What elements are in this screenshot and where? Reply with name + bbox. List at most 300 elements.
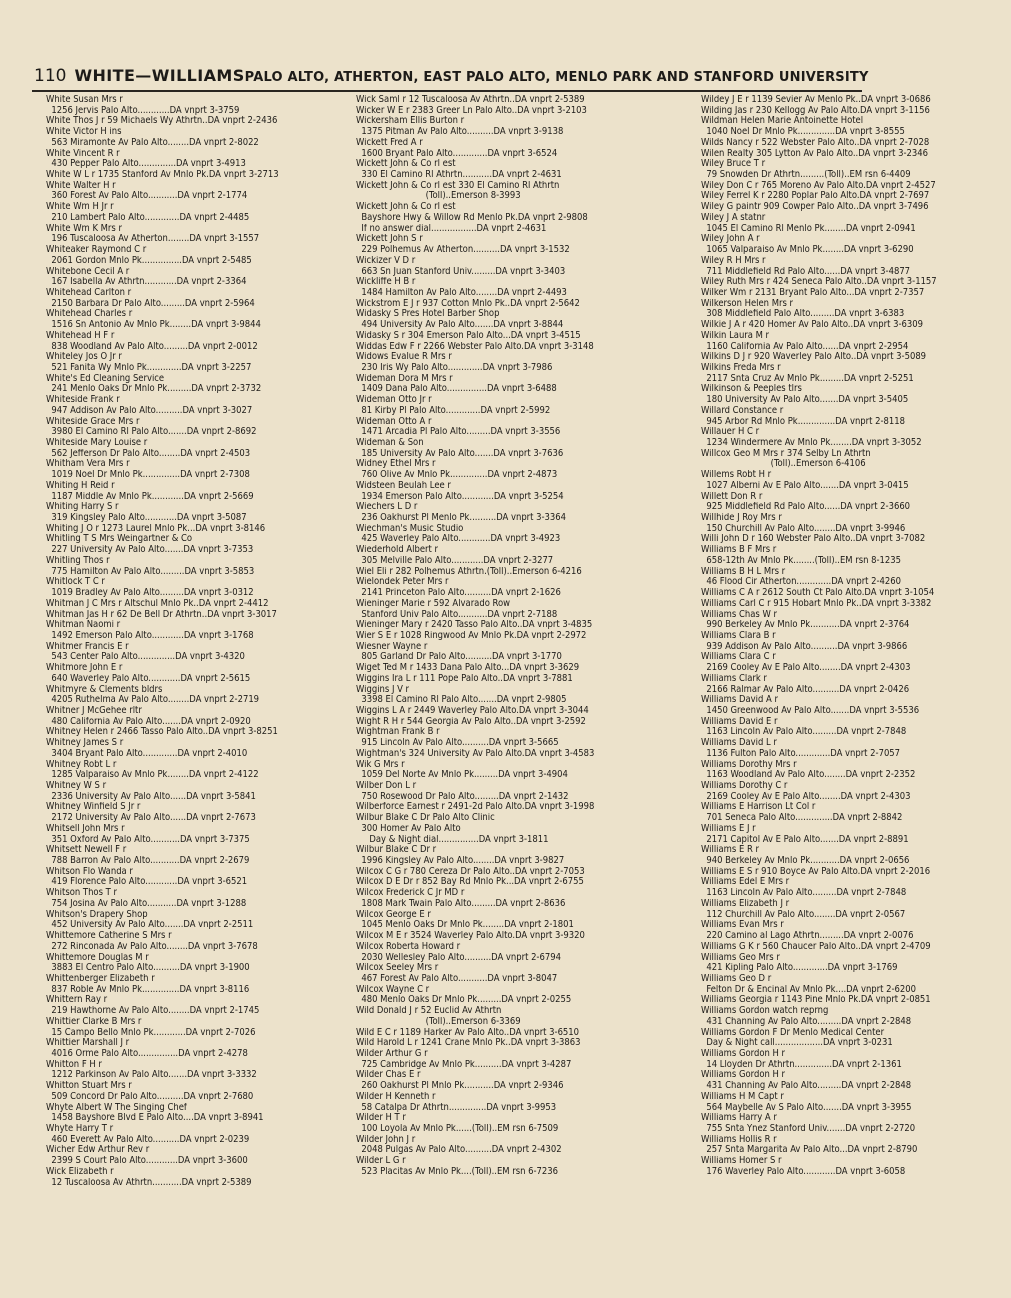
listing-line: Wik G Mrs r	[356, 759, 405, 770]
listing-line: Wilcox C G r 780 Cereza Dr Palo Alto..DA vnprt 2-7053	[356, 866, 585, 877]
listing-line: Whitson Thos T r	[46, 888, 117, 899]
listing-line: Wickett Fred A r	[356, 137, 423, 148]
listing-line: Widows Evalue R Mrs r	[356, 352, 452, 363]
listing-line: 925 Middlefield Rd Palo Alto......DA vnprt 2-3660	[701, 502, 911, 513]
listing-line: Wiley Bruce T r	[701, 159, 766, 170]
listing-line: Whitson's Drapery Shop	[46, 909, 148, 920]
listing-line: 1375 Pitman Av Palo Alto..........DA vnprt 3-9138	[356, 127, 564, 138]
listing-line: 1600 Bryant Palo Alto.............DA vnprt 3-6524	[356, 148, 558, 159]
listing-line: 4205 Ruthelma Av Palo Alto........DA vnprt 2-2719	[46, 695, 260, 706]
listing-line: Whiting Harry S r	[46, 502, 119, 513]
listing-line: 2048 Pulgas Av Palo Alto..........DA vnprt 2-4302	[356, 1145, 562, 1156]
listing-line: 2150 Barbara Dr Palo Alto.........DA vnprt 2-5964	[46, 298, 255, 309]
listing-line: Widdas Edw F r 2266 Webster Palo Alto.DA vnprt 3-3148	[356, 341, 594, 352]
listing-line: 3883 El Centro Palo Alto..........DA vnprt 3-1900	[46, 963, 250, 974]
listing-line: 509 Concord Dr Palo Alto..........DA vnprt 2-7680	[46, 1091, 254, 1102]
listing-line: Whitney Helen r 2466 Tasso Palo Alto..DA vnprt 3-8251	[46, 727, 278, 738]
listing-line: 1187 Middle Av Mnlo Pk............DA vnprt 2-5669	[46, 491, 254, 502]
listing-line: Whitsett Newell F r	[46, 845, 127, 856]
listing-line: Williams David E r	[701, 716, 778, 727]
listing-line: Williams Clara B r	[701, 630, 776, 641]
listing-line: 300 Homer Av Palo Alto	[356, 823, 461, 834]
listing-line: Williams Clark r	[701, 673, 767, 684]
listing-line: Wiley R H Mrs r	[701, 255, 766, 266]
listing-line: Whitner J McGehee rltr	[46, 705, 142, 716]
listing-line: 167 Isabella Av Athrtn............DA vnprt 2-3364	[46, 277, 247, 288]
listing-line: Wicher Edw Arthur Rev r	[46, 1145, 150, 1156]
listing-line: 1027 Alberni Av E Palo Alto.......DA vnprt 3-0415	[701, 480, 909, 491]
listing-line: 3404 Bryant Palo Alto.............DA vnprt 2-4010	[46, 748, 248, 759]
listing-line: Williams Elizabeth J r	[701, 898, 790, 909]
listing-line: Wilder H T r	[356, 1113, 406, 1124]
listing-line: Wieninger Mary r 2420 Tasso Palo Alto..DA vnprt 3-4835	[356, 620, 593, 631]
listing-line: 563 Miramonte Av Palo Alto........DA vnprt 2-8022	[46, 137, 259, 148]
listing-line: 1256 Jervis Palo Alto............DA vnprt 3-3759	[46, 105, 240, 116]
page-header	[34, 66, 869, 90]
listing-line: 725 Cambridge Av Mnlo Pk..........DA vnprt 3-4287	[356, 1059, 572, 1070]
listing-line: 12 Tuscaloosa Av Athrtn...........DA vnprt 2-5389	[46, 1177, 252, 1188]
listing-line: 1458 Bayshore Blvd E Palo Alto....DA vnprt 3-8941	[46, 1113, 264, 1124]
listing-line: White Victor H ins	[46, 127, 122, 138]
listing-line: 260 Oakhurst Pl Mnlo Pk...........DA vnprt 2-9346	[356, 1081, 564, 1092]
listing-line: Whiteaker Raymond C r	[46, 245, 147, 256]
listing-line: Willi John D r 160 Webster Palo Alto..DA vnprt 3-7082	[701, 534, 926, 545]
listing-line: Wiggins L A r 2449 Waverley Palo Alto.DA vnprt 3-3044	[356, 705, 589, 716]
listing-line: Wildman Helen Marie Antoinette Hotel	[701, 116, 864, 127]
listing-line: Whitehead Charles r	[46, 309, 133, 320]
listing-line: Whiteside Grace Mrs r	[46, 416, 140, 427]
listing-line: 58 Catalpa Dr Athrtn..............DA vnprt 3-9953	[356, 1102, 557, 1113]
listing-columns	[46, 95, 1006, 1285]
listing-line: 425 Waverley Palo Alto............DA vnprt 3-4923	[356, 534, 561, 545]
listing-line: 775 Hamilton Av Palo Alto.........DA vnprt 3-5853	[46, 566, 255, 577]
listing-line: Williams Georgia r 1143 Pine Mnlo Pk.DA vnprt 2-0851	[701, 995, 931, 1006]
listing-line: White Thos J r 59 Michaels Wy Athrtn..DA vnprt 2-2436	[46, 116, 278, 127]
listing-line: Bayshore Hwy & Willow Rd Menlo Pk.DA vnprt 2-9808	[356, 212, 588, 223]
listing-line: 1492 Emerson Palo Alto............DA vnprt 3-1768	[46, 630, 254, 641]
listing-line: Wiesner Wayne r	[356, 641, 428, 652]
listing-line: 2171 Capitol Av E Palo Alto.......DA vnprt 2-8891	[701, 834, 909, 845]
listing-line: 1285 Valparaiso Av Mnlo Pk........DA vnprt 2-4122	[46, 770, 259, 781]
listing-line: Wickett John & Co rl est	[356, 202, 456, 213]
listing-line: 230 Iris Wy Palo Alto.............DA vnprt 3-7986	[356, 362, 553, 373]
listing-line: 947 Addison Av Palo Alto..........DA vnprt 3-3027	[46, 405, 253, 416]
listing-line: Williams Dorothy C r	[701, 781, 788, 791]
listing-line: 308 Middlefield Palo Alto.........DA vnprt 3-6383	[701, 309, 905, 320]
listing-line: Williams Homer S r	[701, 1156, 782, 1167]
listing-line: Whyte Albert W The Singing Chef	[46, 1102, 187, 1113]
listing-line: Wicker W E r 2383 Greer Ln Palo Alto..DA vnprt 3-2103	[356, 105, 587, 116]
listing-line: 257 Snta Margarita Av Palo Alto...DA vnprt 2-8790	[701, 1145, 918, 1156]
listing-line: Williams Gordon watch reprng	[701, 1006, 829, 1017]
listing-line: Widasky S r 304 Emerson Palo Alto...DA vnprt 3-4515	[356, 330, 581, 341]
listing-line: 330 El Camino Rl Athrtn...........DA vnprt 2-4631	[356, 170, 562, 181]
listing-line: 210 Lambert Palo Alto.............DA vnprt 2-4485	[46, 212, 250, 223]
listing-line: Whitmyre & Clements bldrs	[46, 684, 163, 695]
listing-line: Wideman & Son	[356, 438, 424, 448]
listing-line: 419 Florence Palo Alto............DA vnprt 3-6521	[46, 877, 248, 888]
listing-line: 750 Rosewood Dr Palo Alto.........DA vnprt 2-1432	[356, 791, 569, 802]
listing-line: 2166 Ralmar Av Palo Alto..........DA vnprt 2-0426	[701, 684, 910, 695]
listing-line: 430 Pepper Palo Alto..............DA vnprt 3-4913	[46, 159, 246, 170]
listing-column-3	[701, 95, 1011, 1178]
listing-line: Williams Carl C r 915 Hobart Mnlo Pk..DA vnprt 3-3382	[701, 598, 932, 609]
listing-line: 915 Lincoln Av Palo Alto..........DA vnprt 3-5665	[356, 738, 559, 749]
listing-line: 1516 Sn Antonio Av Mnlo Pk........DA vnprt 3-9844	[46, 320, 261, 331]
listing-line: Whitton Stuart Mrs r	[46, 1081, 132, 1092]
listing-line: 14 Lloyden Dr Athrtn..............DA vnprt 2-1361	[701, 1059, 902, 1070]
listing-line: Wilkins Freda Mrs r	[701, 362, 781, 373]
listing-line: Wilkins D J r 920 Waverley Palo Alto..DA vnprt 3-5089	[701, 352, 927, 363]
listing-line: Whittier Marshall J r	[46, 1038, 130, 1049]
listing-line: Wieninger Marie r 592 Alvarado Row	[356, 598, 511, 609]
listing-line: 562 Jefferson Dr Palo Alto........DA vnprt 2-4503	[46, 448, 251, 459]
listing-line: 229 Polhemus Av Atherton..........DA vnprt 3-1532	[356, 245, 570, 256]
listing-line: Williams H M Capt r	[701, 1091, 784, 1102]
listing-line: 351 Oxford Av Palo Alto...........DA vnprt 3-7375	[46, 834, 250, 845]
listing-line: Wilcox Frederick C Jr MD r	[356, 888, 465, 899]
listing-line: Wilds Nancy r 522 Webster Palo Alto..DA vnprt 2-7028	[701, 137, 930, 148]
listing-line: Wilkie J A r 420 Homer Av Palo Alto..DA vnprt 3-6309	[701, 320, 923, 331]
listing-line: Williams G K r 560 Chaucer Palo Alto..DA vnprt 2-4709	[701, 941, 931, 952]
listing-line: Wiley G paintr 909 Cowper Palo Alto..DA vnprt 3-7496	[701, 202, 929, 213]
listing-line: Wick Saml r 12 Tuscaloosa Av Athrtn..DA vnprt 2-5389	[356, 95, 585, 105]
region-heading: PALO ALTO, ATHERTON, EAST PALO ALTO, MENLO PARK AND STANFORD UNIVERSITY	[244, 70, 869, 85]
listing-line: 3398 El Camino Rl Palo Alto.......DA vnprt 2-9805	[356, 695, 567, 706]
listing-line: Wiley Ferrel K r 2280 Poplar Palo Alto.DA vnprt 2-7697	[701, 191, 930, 202]
listing-line: 220 Camino al Lago Athrtn.........DA vnprt 2-0076	[701, 931, 914, 942]
listing-line: Williams Harry A r	[701, 1113, 777, 1124]
listing-line: 185 University Av Palo Alto.......DA vnprt 3-7636	[356, 448, 564, 459]
listing-line: Wideman Dora M Mrs r	[356, 373, 453, 384]
listing-line: Whitsell John Mrs r	[46, 823, 125, 834]
listing-line: Whittern Ray r	[46, 995, 108, 1006]
listing-line: Widney Ethel Mrs r	[356, 459, 436, 470]
listing-line: Williams E S r 910 Boyce Av Palo Alto.DA vnprt 2-2016	[701, 866, 931, 877]
listing-line: Williams Gordon F Dr Menlo Medical Center	[701, 1027, 885, 1038]
listing-line: Wilcox Roberta Howard r	[356, 941, 461, 952]
listing-line: Williams B H L Mrs r	[701, 566, 786, 577]
listing-line: White W L r 1735 Stanford Av Mnlo Pk.DA vnprt 3-2713	[46, 170, 279, 181]
listing-line: 658-12th Av Mnlo Pk........(Toll)..EM rsn 8-1235	[701, 555, 902, 566]
listing-line: Wilder John J r	[356, 1134, 416, 1145]
listing-line: 241 Menlo Oaks Dr Mnlo Pk.........DA vnprt 2-3732	[46, 384, 262, 395]
listing-line: 227 University Av Palo Alto.......DA vnprt 3-7353	[46, 545, 254, 556]
listing-line: 2141 Princeton Palo Alto..........DA vnprt 2-1626	[356, 588, 561, 599]
listing-line: Wickizer V D r	[356, 255, 416, 266]
listing-line: Whittemore Catherine S Mrs r	[46, 931, 172, 942]
listing-line: Whittenberger Elizabeth r	[46, 973, 155, 984]
listing-line: 2336 University Av Palo Alto......DA vnprt 3-5841	[46, 791, 256, 802]
listing-line: 360 Forest Av Palo Alto...........DA vnprt 2-1774	[46, 191, 248, 202]
listing-line: Whitling Thos r	[46, 555, 110, 566]
listing-line: Wideman Otto Jr r	[356, 395, 432, 406]
listing-line: (Toll)..Emerson 6-4106	[701, 459, 866, 470]
listing-line: 2061 Gordon Mnlo Pk...............DA vnprt 2-5485	[46, 255, 252, 266]
listing-line: Wilen Realty 305 Lytton Av Palo Alto..DA vnprt 3-2346	[701, 148, 928, 159]
listing-line: Williams Evan Mrs r	[701, 920, 784, 931]
listing-line: Wilder L G r	[356, 1156, 406, 1167]
listing-line: Wilkinson & Peeples tlrs	[701, 384, 802, 395]
listing-line: 150 Churchill Av Palo Alto........DA vnprt 3-9946	[701, 523, 906, 534]
listing-line: Whitmer Francis E r	[46, 641, 129, 652]
listing-line: Wild Donald J r 52 Euclid Av Athrtn	[356, 1006, 502, 1017]
listing-line: 945 Arbor Rd Mnlo Pk..............DA vnprt 2-8118	[701, 416, 905, 427]
listing-line: 452 University Av Palo Alto.......DA vnprt 2-2511	[46, 920, 254, 931]
listing-line: 2117 Snta Cruz Av Mnlo Pk.........DA vnprt 2-5251	[701, 373, 914, 384]
listing-line: White Walter H r	[46, 180, 116, 191]
listing-line: Wiggins Ira L r 111 Pope Palo Alto..DA vnprt 3-7881	[356, 673, 573, 684]
listing-line: 1409 Dana Palo Alto...............DA vnprt 3-6488	[356, 384, 557, 395]
listing-line: Wilding Jas r 230 Kellogg Av Palo Alto.DA vnprt 3-1156	[701, 105, 930, 116]
listing-line: Wight R H r 544 Georgia Av Palo Alto..DA vnprt 3-2592	[356, 716, 586, 727]
listing-line: 754 Josina Av Palo Alto...........DA vnprt 3-1288	[46, 898, 247, 909]
listing-line: White Wm H Jr r	[46, 202, 114, 213]
listing-line: Wiley J A statnr	[701, 212, 766, 223]
listing-line: Whyte Harry T r	[46, 1124, 114, 1134]
listing-line: 2030 Wellesley Palo Alto..........DA vnprt 2-6794	[356, 952, 561, 963]
listing-line: Wildey J E r 1139 Sevier Av Menlo Pk..DA vnprt 3-0686	[701, 95, 931, 105]
listing-line: Wiggins J V r	[356, 684, 410, 695]
listing-line: 112 Churchill Av Palo Alto........DA vnprt 2-0567	[701, 909, 906, 920]
listing-line: Wilcox Seeley Mrs r	[356, 963, 439, 974]
listing-line: Wickliffe H B r	[356, 277, 416, 288]
listing-line: Wilder Chas E r	[356, 1070, 421, 1081]
listing-line: White Wm K Mrs r	[46, 223, 122, 234]
listing-line: Wickersham Ellis Burton r	[356, 116, 465, 127]
listing-line: Williams E R r	[701, 845, 759, 856]
listing-line: 3980 El Camino Rl Palo Alto.......DA vnprt 2-8692	[46, 427, 257, 438]
listing-line: Whitney Winfield S Jr r	[46, 802, 141, 813]
listing-line: 990 Berkeley Av Mnlo Pk...........DA vnprt 2-3764	[701, 620, 910, 631]
listing-line: 701 Seneca Palo Alto..............DA vnprt 2-8842	[701, 813, 903, 824]
listing-line: Wightman Frank B r	[356, 727, 440, 738]
listing-line: 1163 Woodland Av Palo Alto........DA vnprt 2-2352	[701, 770, 916, 781]
listing-line: Whitman Naomi r	[46, 620, 121, 631]
listing-line: 1059 Del Norte Av Mnlo Pk.........DA vnprt 3-4904	[356, 770, 568, 781]
listing-line: 711 Middlefield Rd Palo Alto......DA vnprt 3-4877	[701, 266, 911, 277]
listing-line: Widasky S Pres Hotel Barber Shop	[356, 309, 500, 320]
listing-line: Whitmore John E r	[46, 663, 123, 674]
listing-line: Wild E C r 1189 Harker Av Palo Alto..DA vnprt 3-6510	[356, 1027, 580, 1038]
listing-line: Wick Elizabeth r	[46, 1166, 114, 1177]
listing-line: Wilkin Laura M r	[701, 330, 770, 341]
listing-line: 1163 Lincoln Av Palo Alto.........DA vnprt 2-7848	[701, 888, 907, 899]
listing-line: Whiting J O r 1273 Laurel Mnlo Pk...DA vnprt 3-8146	[46, 523, 266, 534]
listing-line: 1484 Hamilton Av Palo Alto........DA vnprt 2-4493	[356, 287, 567, 298]
listing-line: Williams Geo D r	[701, 973, 772, 984]
listing-line: Wilder H Kenneth r	[356, 1091, 436, 1102]
listing-line: Wilber Don L r	[356, 781, 417, 791]
listing-line: 46 Flood Cir Atherton.............DA vnprt 2-4260	[701, 577, 902, 588]
listing-line: Wiederhold Albert r	[356, 545, 438, 556]
listing-line: 272 Rinconada Av Palo Alto........DA vnprt 3-7678	[46, 941, 258, 952]
listing-line: Wickett John & Co rl est 330 El Camino Rl Athrtn	[356, 180, 560, 191]
listing-line: 180 University Av Palo Alto.......DA vnprt 3-5405	[701, 395, 909, 406]
listing-line: 431 Channing Av Palo Alto.........DA vnprt 2-2848	[701, 1081, 912, 1092]
listing-line: 1934 Emerson Palo Alto............DA vnprt 3-5254	[356, 491, 564, 502]
listing-line: 100 Loyola Av Mnlo Pk......(Toll)..EM rsn 6-7509	[356, 1124, 559, 1134]
listing-line: Whitehead Carlton r	[46, 287, 132, 298]
listing-line: 940 Berkeley Av Mnlo Pk...........DA vnprt 2-0656	[701, 856, 910, 867]
listing-line: Wiley Ruth Mrs r 424 Seneca Palo Alto..DA vnprt 3-1157	[701, 277, 937, 288]
listing-line: Wilbur Blake C Dr Palo Alto Clinic	[356, 813, 495, 824]
listing-line: 1065 Valparaiso Av Mnlo Pk........DA vnprt 3-6290	[701, 245, 914, 256]
listing-line: 1136 Fulton Palo Alto.............DA vnprt 2-7057	[701, 748, 901, 759]
listing-line: 15 Campo Bello Mnlo Pk............DA vnprt 2-7026	[46, 1027, 256, 1038]
listing-line: Williams David A r	[701, 695, 778, 706]
listing-line: Williams Edel E Mrs r	[701, 877, 790, 888]
listing-line: Whiteside Mary Louise r	[46, 438, 148, 448]
listing-line: Whitman J C Mrs r Altschul Mnlo Pk..DA vnprt 2-4412	[46, 598, 269, 609]
listing-line: Felton Dr & Encinal Av Mnlo Pk....DA vnprt 2-6200	[701, 984, 916, 995]
listing-line: Williams Geo Mrs r	[701, 952, 780, 963]
listing-line: Widsteen Beulah Lee r	[356, 480, 451, 491]
listing-line: 640 Waverley Palo Alto............DA vnprt 2-5615	[46, 673, 251, 684]
listing-line: Whittier Clarke B Mrs r	[46, 1016, 142, 1027]
listing-line: 421 Kipling Palo Alto.............DA vnprt 3-1769	[701, 963, 898, 974]
listing-line: 1160 California Av Palo Alto......DA vnprt 2-2954	[701, 341, 909, 352]
listing-line: 176 Waverley Palo Alto............DA vnprt 3-6058	[701, 1166, 906, 1177]
listing-line: Williams Hollis R r	[701, 1134, 777, 1145]
listing-line: Willems Robt H r	[701, 470, 772, 481]
listing-line: 1045 El Camino Rl Menlo Pk........DA vnprt 2-0941	[701, 223, 916, 234]
listing-line: Williams Chas W r	[701, 609, 777, 620]
listing-line: Wilbur Blake C Dr r	[356, 845, 437, 856]
listing-line: Wilcox M E r 3524 Waverley Palo Alto.DA vnprt 3-9320	[356, 931, 585, 942]
listing-line: 543 Center Palo Alto..............DA vnprt 3-4320	[46, 652, 245, 663]
listing-line: Wilberforce Earnest r 2491-2d Palo Alto.DA vnprt 3-1998	[356, 802, 595, 813]
listing-line: Wiget Ted M r 1433 Dana Palo Alto...DA vnprt 3-3629	[356, 663, 580, 674]
listing-line: 431 Channing Av Palo Alto.........DA vnprt 2-2848	[701, 1016, 912, 1027]
listing-line: 1040 Noel Dr Mnlo Pk..............DA vnprt 3-8555	[701, 127, 905, 138]
listing-line: 1045 Menlo Oaks Dr Mnlo Pk........DA vnprt 2-1801	[356, 920, 574, 931]
listing-line: Wiel Eli r 282 Polhemus Athrtn.(Toll)..Emerson 6-4216	[356, 566, 582, 577]
listing-line: Williams E Harrison Lt Col r	[701, 802, 816, 813]
listing-line: Williams David L r	[701, 738, 777, 749]
listing-line: (Toll)..Emerson 8-3993	[356, 191, 521, 202]
listing-line: 480 California Av Palo Alto.......DA vnprt 2-0920	[46, 716, 251, 727]
listing-line: Williams Clara C r	[701, 652, 776, 663]
listing-line: Whitlock T C r	[46, 577, 105, 588]
listing-line: Whitton F H r	[46, 1059, 102, 1070]
listing-line: Whitson Flo Wanda r	[46, 866, 133, 877]
listing-line: Wiley John A r	[701, 234, 760, 245]
listing-line: White Vincent R r	[46, 148, 120, 159]
listing-line: Wickett John S r	[356, 234, 423, 245]
listing-column-2	[356, 95, 674, 1178]
listing-line: Whitman Jas H r 62 De Bell Dr Athrtn..DA vnprt 3-3017	[46, 609, 277, 620]
listing-line: 494 University Av Palo Alto.......DA vnprt 3-8844	[356, 320, 564, 331]
listing-line: 79 Snowden Dr Athrtn.........(Toll)..EM rsn 6-4409	[701, 170, 911, 181]
listing-line: 663 Sn Juan Stanford Univ.........DA vnprt 3-3403	[356, 266, 566, 277]
listing-line: Wier S E r 1028 Ringwood Av Mnlo Pk.DA vnprt 2-2972	[356, 630, 587, 641]
page-title: WHITE—WILLIAMS	[74, 66, 245, 85]
listing-line: 467 Forest Av Palo Alto...........DA vnprt 3-8047	[356, 973, 558, 984]
listing-line: 1450 Greenwood Av Palo Alto.......DA vnprt 3-5536	[701, 705, 920, 716]
listing-line: Wielondek Peter Mrs r	[356, 577, 449, 588]
listing-line: Whitney W S r	[46, 781, 107, 791]
listing-line: Williams C A r 2612 South Ct Palo Alto.DA vnprt 3-1054	[701, 588, 935, 599]
listing-line: Wickett John & Co rl est	[356, 159, 456, 170]
listing-line: 1163 Lincoln Av Palo Alto.........DA vnprt 2-7848	[701, 727, 907, 738]
listing-line: White Susan Mrs r	[46, 95, 123, 105]
listing-line: 480 Menlo Oaks Dr Mnlo Pk.........DA vnprt 2-0255	[356, 995, 572, 1006]
listing-line: Whiting H Reid r	[46, 480, 115, 491]
listing-line: 838 Woodland Av Palo Alto.........DA vnprt 2-0012	[46, 341, 258, 352]
listing-line: 4016 Orme Palo Alto...............DA vnprt 2-4278	[46, 1048, 248, 1059]
listing-line: 219 Hawthorne Av Palo Alto........DA vnprt 2-1745	[46, 1006, 260, 1017]
listing-line: (Toll)..Emerson 6-3369	[356, 1016, 521, 1027]
listing-line: 1996 Kingsley Av Palo Alto........DA vnprt 3-9827	[356, 856, 565, 867]
listing-line: 523 Placitas Av Mnlo Pk....(Toll)..EM rsn 6-7236	[356, 1166, 559, 1177]
listing-line: Whitney James S r	[46, 738, 124, 749]
listing-line: Wilcox George E r	[356, 909, 431, 920]
listing-line: 1019 Noel Dr Mnlo Pk..............DA vnprt 2-7308	[46, 470, 250, 481]
listing-line: Wiechers L D r	[356, 502, 418, 513]
listing-line: Day & Night call..................DA vnprt 3-0231	[701, 1038, 893, 1049]
listing-line: 236 Oakhurst Pl Menlo Pk..........DA vnprt 3-3364	[356, 513, 566, 524]
listing-line: Whitling T S Mrs Weingartner & Co	[46, 534, 193, 545]
listing-line: 760 Olive Av Mnlo Pk..............DA vnprt 2-4873	[356, 470, 558, 481]
listing-line: 1808 Mark Twain Palo Alto.........DA vnprt 2-8636	[356, 898, 566, 909]
listing-line: Williams Gordon H r	[701, 1048, 785, 1059]
listing-line: Wiechman's Music Studio	[356, 523, 464, 534]
listing-line: Willcox Geo M Mrs r 374 Selby Ln Athrtn	[701, 448, 871, 459]
page-number: 110	[34, 66, 67, 86]
listing-line: 805 Garland Dr Palo Alto..........DA vnprt 3-1770	[356, 652, 562, 663]
listing-line: Whitebone Cecil A r	[46, 266, 130, 277]
listing-line: 2169 Cooley Av E Palo Alto........DA vnprt 2-4303	[701, 663, 911, 674]
listing-line: 564 Maybelle Av S Palo Alto.......DA vnprt 3-3955	[701, 1102, 912, 1113]
listing-line: Wiley Don C r 765 Moreno Av Palo Alto.DA vnprt 2-4527	[701, 180, 936, 191]
listing-line: If no answer dial.................DA vnprt 2-4631	[356, 223, 547, 234]
header-rule	[32, 90, 862, 92]
listing-line: 196 Tuscaloosa Av Atherton........DA vnprt 3-1557	[46, 234, 260, 245]
listing-line: Stanford Univ Palo Alto...........DA vnprt 2-7188	[356, 609, 558, 620]
listing-line: Whittemore Douglas M r	[46, 952, 149, 963]
listing-line: Wightman's 324 University Av Palo Alto.DA vnprt 3-4583	[356, 748, 595, 759]
listing-line: 2399 S Court Palo Alto............DA vnprt 3-3600	[46, 1156, 248, 1167]
listing-line: Williams Dorothy Mrs r	[701, 759, 797, 770]
listing-line: 460 Everett Av Palo Alto..........DA vnprt 2-0239	[46, 1134, 250, 1145]
listing-line: Williams Gordon H r	[701, 1070, 785, 1081]
listing-line: Day & Night dial...............DA vnprt 3-1811	[356, 834, 549, 845]
listing-line: 521 Fanita Wy Mnlo Pk.............DA vnprt 3-2257	[46, 362, 252, 373]
listing-line: 81 Kirby Pl Palo Alto.............DA vnprt 2-5992	[356, 405, 551, 416]
listing-line: 939 Addison Av Palo Alto..........DA vnprt 3-9866	[701, 641, 908, 652]
listing-line: 305 Melville Palo Alto............DA vnprt 2-3277	[356, 555, 554, 566]
listing-line: Whitney Robt L r	[46, 759, 117, 770]
listing-line: Wild Harold L r 1241 Crane Mnlo Pk..DA vnprt 3-3863	[356, 1038, 581, 1049]
listing-line: White's Ed Cleaning Service	[46, 373, 165, 384]
listing-line: 1212 Parkinson Av Palo Alto.......DA vnprt 3-3332	[46, 1070, 257, 1081]
listing-line: 1234 Windermere Av Mnlo Pk........DA vnprt 3-3052	[701, 438, 922, 448]
listing-line: 755 Snta Ynez Stanford Univ.......DA vnprt 2-2720	[701, 1124, 916, 1134]
listing-line: Wilkerson Helen Mrs r	[701, 298, 793, 309]
listing-line: Wickstrom E J r 937 Cotton Mnlo Pk..DA vnprt 2-5642	[356, 298, 580, 309]
listing-line: Wilder Arthur G r	[356, 1048, 428, 1059]
listing-line: 2169 Cooley Av E Palo Alto........DA vnprt 2-4303	[701, 791, 911, 802]
listing-line: 837 Roble Av Mnlo Pk..............DA vnprt 3-8116	[46, 984, 250, 995]
listing-line: Whitehead H F r	[46, 330, 115, 341]
listing-line: 788 Barron Av Palo Alto...........DA vnprt 2-2679	[46, 856, 250, 867]
listing-line: Wilker Wm r 2131 Bryant Palo Alto...DA vnprt 2-7357	[701, 287, 925, 298]
listing-line: Wilcox Wayne C r	[356, 984, 430, 995]
listing-line: Whitham Vera Mrs r	[46, 459, 130, 470]
listing-line: Willett Don R r	[701, 491, 763, 502]
listing-line: Willauer H C r	[701, 427, 760, 438]
